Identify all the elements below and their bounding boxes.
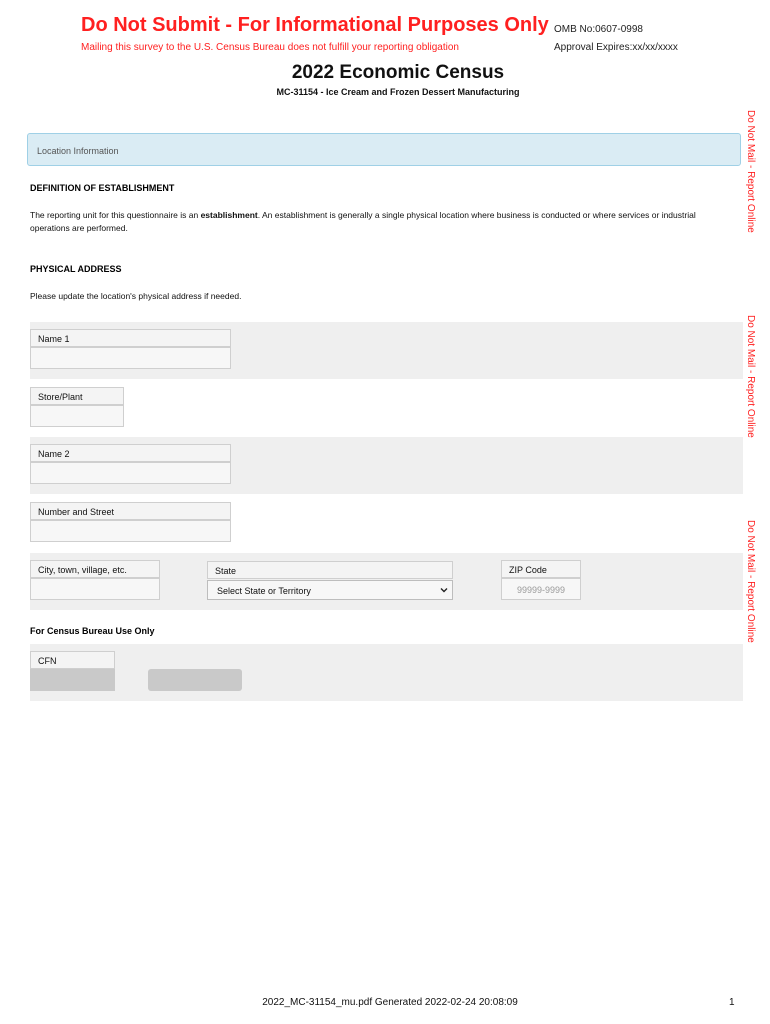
approval-expires: Approval Expires:xx/xx/xxxx — [554, 42, 678, 53]
cfn-label: CFN — [30, 651, 115, 669]
store-plant-input[interactable] — [30, 405, 124, 427]
name2-input[interactable] — [30, 462, 231, 484]
state-label: State — [207, 561, 453, 579]
physical-address-heading: PHYSICAL ADDRESS — [30, 264, 122, 274]
page-number: 1 — [729, 997, 735, 1008]
city-state-zip-row — [30, 553, 743, 610]
definition-heading: DEFINITION OF ESTABLISHMENT — [30, 183, 175, 193]
city-label: City, town, village, etc. — [30, 560, 160, 578]
number-street-input[interactable] — [30, 520, 231, 542]
cfn-value-box — [30, 669, 115, 691]
page-title: 2022 Economic Census — [291, 62, 505, 83]
name2-label: Name 2 — [30, 444, 231, 462]
zip-label: ZIP Code — [501, 560, 581, 578]
location-information-bar[interactable] — [27, 133, 741, 166]
name1-row — [30, 322, 743, 379]
warning-title: Do Not Submit - For Informational Purposes Only — [81, 14, 549, 36]
cfn-secondary-box — [148, 669, 242, 691]
physical-address-instruction: Please update the location's physical address if needed. — [30, 291, 242, 301]
side-notice: Do Not Mail - Report Online — [745, 315, 756, 438]
side-notice: Do Not Mail - Report Online — [745, 110, 756, 233]
definition-text: The reporting unit for this questionnaire is an establishment. An establishment is generally a single physical location where business is conducted or where services or industrial operations are performed. — [30, 210, 696, 233]
form-subtitle: MC-31154 - Ice Cream and Frozen Dessert Manufacturing — [276, 87, 520, 97]
establishment-term: establishment — [200, 210, 258, 220]
location-information-label: Location Information — [37, 146, 119, 156]
state-select-value: Select State or Territory — [217, 586, 311, 596]
cfn-row — [30, 644, 743, 701]
name1-input[interactable] — [30, 347, 231, 369]
number-street-label: Number and Street — [30, 502, 231, 520]
census-use-heading: For Census Bureau Use Only — [30, 626, 155, 636]
chevron-down-icon — [439, 585, 449, 595]
warning-subtitle: Mailing this survey to the U.S. Census Bureau does not fulfill your reporting obligation — [81, 42, 459, 53]
store-plant-label: Store/Plant — [30, 387, 124, 405]
side-notice: Do Not Mail - Report Online — [745, 520, 756, 643]
zip-input[interactable]: 99999-9999 — [501, 578, 581, 600]
name1-label: Name 1 — [30, 329, 231, 347]
omb-number: OMB No:0607-0998 — [554, 24, 643, 35]
city-input[interactable] — [30, 578, 160, 600]
footer-generated: 2022_MC-31154_mu.pdf Generated 2022-02-24 20:08:09 — [262, 997, 518, 1008]
state-select[interactable] — [207, 580, 453, 600]
name2-row — [30, 437, 743, 494]
